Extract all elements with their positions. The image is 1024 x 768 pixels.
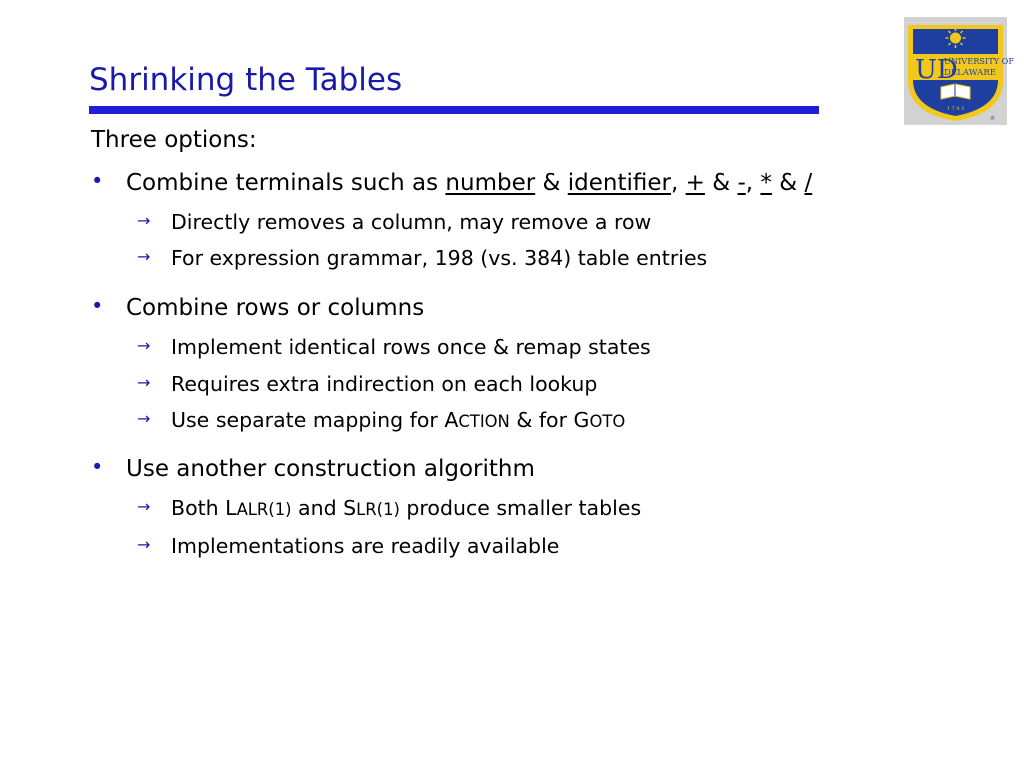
bullet-dot-icon: • xyxy=(91,294,104,318)
sub-bullet-text: Both LALR(1) and SLR(1) produce smaller tables xyxy=(171,496,642,520)
bullet-text: Combine rows or columns xyxy=(126,295,425,321)
slide-title: Shrinking the Tables xyxy=(89,62,403,98)
terminal-times: * xyxy=(760,170,772,196)
svg-text:®: ® xyxy=(990,116,995,122)
terminal-number: number xyxy=(445,170,536,196)
sub-bullet-text: Implement identical rows once & remap states xyxy=(171,335,651,359)
bullet-text: Use another construction algorithm xyxy=(126,456,535,482)
arrow-bullet-icon: → xyxy=(137,211,151,230)
arrow-bullet-icon: → xyxy=(137,373,151,392)
bullet-dot-icon: • xyxy=(91,455,104,479)
sub-bullet-text: Requires extra indirection on each lookup xyxy=(171,372,598,396)
terminal-identifier: identifier xyxy=(567,170,671,196)
terminal-minus: - xyxy=(737,170,746,196)
arrow-bullet-icon: → xyxy=(137,497,151,516)
arrow-bullet-icon: → xyxy=(137,409,151,428)
sub-bullet-text: Use separate mapping for ACTION & for GOTO xyxy=(171,408,626,432)
arrow-bullet-icon: → xyxy=(137,247,151,266)
intro-text: Three options: xyxy=(91,127,257,153)
terminal-divide: / xyxy=(804,170,813,196)
title-underline-rule xyxy=(89,106,819,114)
bullet-text: Combine terminals such as number & identifier, + & -, * & / xyxy=(126,170,813,196)
university-seal-icon xyxy=(904,17,1015,125)
arrow-bullet-icon: → xyxy=(137,336,151,355)
bullet-dot-icon: • xyxy=(91,169,104,193)
university-logo xyxy=(904,17,1015,125)
sub-bullet-text: Directly removes a column, may remove a row xyxy=(171,210,652,234)
arrow-bullet-icon: → xyxy=(137,535,151,554)
sub-bullet-text: For expression grammar, 198 (vs. 384) table entries xyxy=(171,246,708,270)
svg-text:DELAWARE: DELAWARE xyxy=(944,68,997,78)
terminal-plus: + xyxy=(685,170,705,196)
svg-text:UNIVERSITY OF: UNIVERSITY OF xyxy=(944,56,1015,66)
svg-text:1 7 4 3: 1 7 4 3 xyxy=(946,106,965,112)
svg-text:UD: UD xyxy=(915,55,958,85)
sub-bullet-text: Implementations are readily available xyxy=(171,534,560,558)
